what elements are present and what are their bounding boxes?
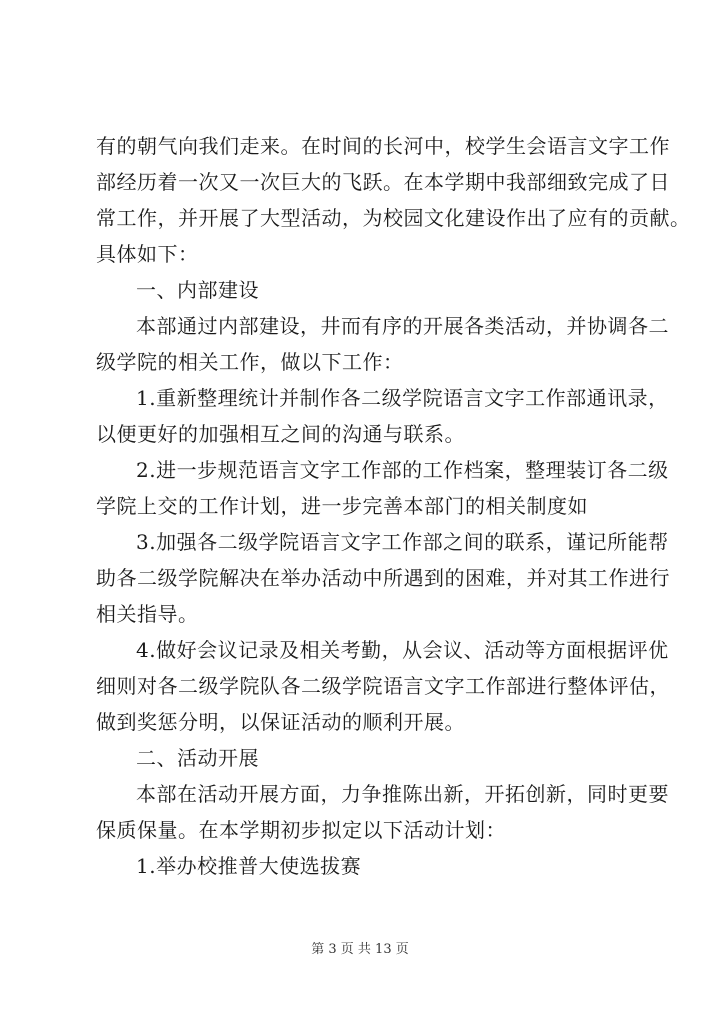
text-line: 做到奖惩分明，以保证活动的顺利开展。 — [96, 710, 465, 734]
text-line: 以便更好的加强相互之间的沟通与联系。 — [96, 422, 465, 446]
text-line: 具体如下： — [96, 242, 199, 266]
text-line: 本部通过内部建设，井而有序的开展各类活动，并协调各二 — [136, 314, 669, 338]
text-line: 相关指导。 — [96, 602, 199, 626]
text-line: 保质保量。在本学期初步拟定以下活动计划： — [96, 818, 506, 842]
list-item: 4.做好会议记录及相关考勤，从会议、活动等方面根据评优 — [136, 638, 669, 662]
list-item: 1.举办校推普大使选拔赛 — [136, 854, 362, 878]
list-item: 2.进一步规范语言文字工作部的工作档案，整理装订各二级 — [136, 458, 669, 482]
list-item: 1.重新整理统计并制作各二级学院语言文字工作部通讯录， — [136, 386, 669, 410]
text-line: 细则对各二级学院队各二级学院语言文字工作部进行整体评估， — [96, 674, 670, 698]
text-line: 部经历着一次又一次巨大的飞跃。在本学期中我部细致完成了日 — [96, 170, 670, 194]
list-item: 3.加强各二级学院语言文字工作部之间的联系，谨记所能帮 — [136, 530, 669, 554]
section-heading: 一、内部建设 — [136, 278, 259, 302]
text-line: 级学院的相关工作，做以下工作： — [96, 350, 404, 374]
text-line: 有的朝气向我们走来。在时间的长河中，校学生会语言文字工作 — [96, 134, 670, 158]
text-line: 本部在活动开展方面，力争推陈出新，开拓创新，同时更要 — [136, 782, 669, 806]
document-body — [96, 128, 691, 884]
text-line: 常工作，并开展了大型活动，为校园文化建设作出了应有的贡献。 — [96, 206, 691, 230]
text-line: 学院上交的工作计划，进一步完善本部门的相关制度如 — [96, 494, 588, 518]
page-number-footer: 第 3 页 共 13 页 — [311, 942, 409, 957]
text-line: 助各二级学院解决在举办活动中所遇到的困难，并对其工作进行 — [96, 566, 670, 590]
section-heading: 二、活动开展 — [136, 746, 259, 770]
